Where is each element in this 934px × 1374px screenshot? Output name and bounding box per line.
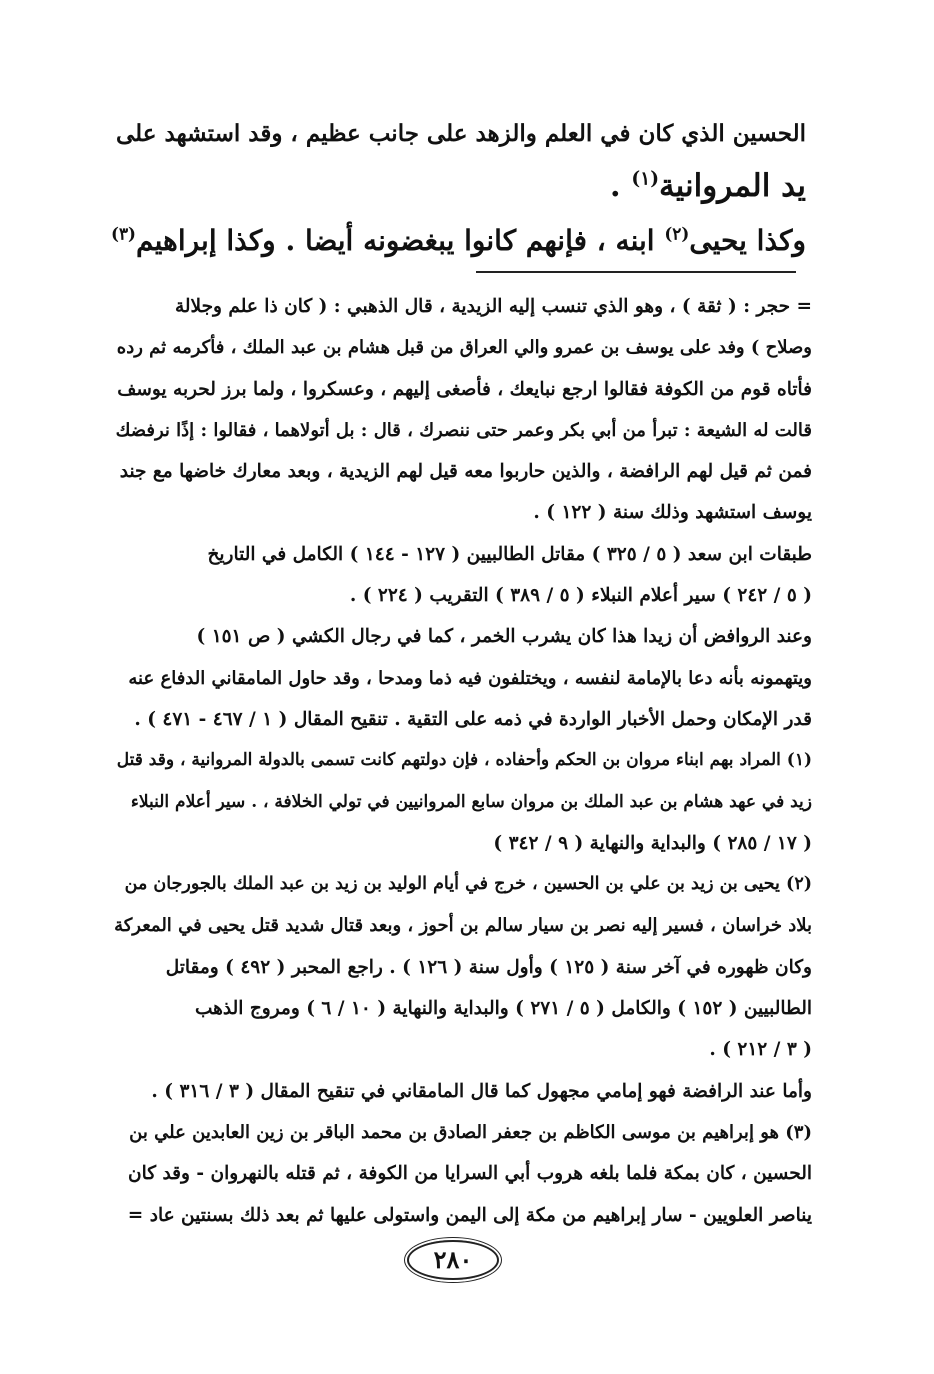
page-number-badge (407, 1240, 499, 1280)
main-line-text: يد المروانية (659, 168, 806, 204)
footnote-line: (١) المراد بهم ابناء مروان بن الحكم وأحفاده ، فإن دولتهم كانت تسمى بالدولة المروانية ، وقد قتل (116, 750, 812, 771)
footnote-mark: (٢) (664, 223, 690, 244)
footnote-line: (٢) يحيى بن زيد بن علي بن الحسين ، خرج في أيام الوليد بن زيد بن عبد الملك بالجورجان من (124, 874, 812, 895)
footnote-line: وكان ظهوره في آخر سنة ( ١٢٥ ) وأول سنة ( ١٢٦ ) . راجع المحبر ( ٤٩٢ ) ومقاتل (165, 956, 812, 978)
main-period: . (609, 168, 632, 204)
footnote-line: زيد في عهد هشام بن عبد الملك بن مروان سابع المروانيين في تولي الخلافة ، . سير أعلام النبلاء (130, 791, 812, 812)
footnote-line: قالت له الشيعة : تبرأ من أبي بكر وعمر حتى ننصرك ، قال : بل أتولاهما ، فقالوا : إذًا نرفضك (115, 419, 812, 441)
footnote-line: طبقات ابن سعد ( ٥ / ٣٢٥ ) مقاتل الطالبيين ( ١٢٧ - ١٤٤ ) الكامل في التاريخ (207, 543, 812, 565)
footnote-line: فأتاه قوم من الكوفة فقالوا ارجع نبايعك ، فأصغى إليهم ، وعسكروا ، ولما برز لحربه يوسف (117, 378, 812, 400)
footnote-separator (476, 271, 796, 273)
footnote-line: فمن ثم قيل لهم الرافضة ، والذين حاربوا معه قيل لهم الزيدية ، وبعد معارك خاضها مع جند (119, 461, 812, 483)
page-number: ٢٨٠ (433, 1245, 473, 1274)
footnote-line: وصلاح ) وفد على يوسف بن عمرو والي العراق من قبل هشام بن عبد الملك ، فأكرمه ثم رده (116, 337, 812, 359)
main-text-line-2 (106, 160, 806, 212)
footnote-line: الحسين ، كان بمكة فلما بلغه هروب أبي السرايا من الكوفة ، ثم قتله بالنهروان - وقد كان (127, 1163, 812, 1185)
footnote-line: (٣) هو إبراهيم بن موسى الكاظم بن جعفر الصادق بن محمد الباقر بن زين العابدين علي بن (129, 1121, 812, 1143)
footnote-mark: (٣) (111, 223, 136, 244)
main-line (106, 160, 806, 212)
footnote-line: ويتهمونه بأنه دعا بالإمامة لنفسه ، ويختلفون فيه ذما ومدحا ، وقد حاول المامقاني الدفاع عنه (128, 667, 812, 689)
footnote-line: قدر الإمكان وحمل الأخبار الواردة في ذمه على التقية . تنقيح المقال ( ١ / ٤٦٧ - ٤٧١ ) . (134, 708, 812, 730)
footnote-mark: (١) (631, 168, 660, 190)
main-line-text: وكذا يحيى (689, 224, 806, 257)
main-text-line-3 (106, 215, 806, 267)
footnote-line: ( ١٧ / ٢٨٥ ) والبداية والنهاية ( ٩ / ٣٤٢ ) (493, 832, 812, 854)
main-line: الحسين الذي كان في العلم والزهد على جانب عظيم ، وقد استشهد على (115, 120, 806, 147)
footnote-line: ( ٥ / ٢٤٢ ) سير أعلام النبلاء ( ٥ / ٣٨٩ ) التقريب ( ٢٢٤ ) . (349, 585, 812, 607)
footnote-line: الطالبيين ( ١٥٢ ) والكامل ( ٥ / ٢٧١ ) والبداية والنهاية ( ١٠ / ٦ ) ومروج الذهب (195, 998, 812, 1020)
main-line-text: ابنه ، فإنهم كانوا يبغضونه أيضا . وكذا إبراهيم (135, 224, 665, 257)
main-text-line-1 (106, 108, 806, 160)
footnote-line: = حجر : ( ثقة ) ، وهو الذي تنسب إليه الزيدية ، قال الذهبي : ( كان ذا علم وجلالة (174, 296, 812, 317)
footnote-line: ( ٣ / ٢١٢ ) . (709, 1039, 812, 1061)
footnote-line: يناصر العلويين - سار إبراهيم من مكة إلى اليمن واستولى عليها ثم بعد ذلك بسنتين عاد = (127, 1204, 812, 1226)
footnotes (112, 286, 812, 1236)
footnote-line: يوسف استشهد وذلك سنة ( ١٢٢ ) . (533, 502, 812, 524)
main-line (106, 215, 806, 267)
footnote-line: وعند الروافض أن زيدا هذا كان يشرب الخمر ، كما في رجال الكشي ( ص ١٥١ ) (196, 626, 812, 648)
footnote-line: بلاد خراسان ، فسير إليه نصر بن سيار سالم بن أحوز ، وبعد قتال شديد قتل يحيى في المعركة (114, 915, 812, 937)
footnote-line: وأما عند الرافضة فهو إمامي مجهول كما قال المامقاني في تنقيح المقال ( ٣ / ٣١٦ ) . (151, 1080, 812, 1102)
